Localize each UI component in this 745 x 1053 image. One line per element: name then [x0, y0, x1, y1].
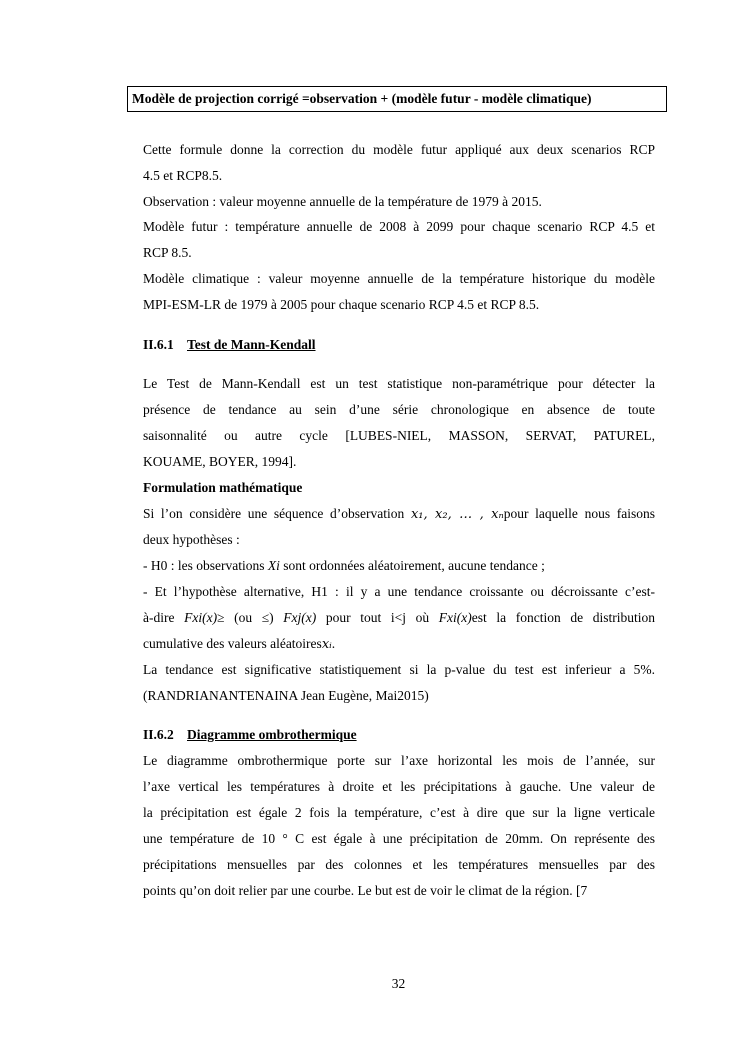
mk-line-12: (RANDRIANANTENAINA Jean Eugène, Mai2015) — [143, 688, 429, 703]
mk-line-9-i1: Fxi(x) — [184, 610, 218, 625]
ombro-line-1: Le diagramme ombrothermique porte sur l’axe horizontal les mois de l’année, sur — [143, 753, 655, 768]
mk-line-7-italic: Xi — [267, 558, 280, 573]
mk-line-6: deux hypothèses : — [143, 532, 240, 547]
mk-line-9-i2: Fxj(x) — [283, 610, 317, 625]
section-heading-mann-kendall — [143, 336, 316, 354]
math-sequence: x₁, x₂, … , xₙ — [410, 507, 504, 522]
mk-line-9-i3: Fxi(x) — [438, 610, 472, 625]
mk-line-8: - Et l’hypothèse alternative, H1 : il y a une tendance croissante ou décroissante c’est- — [143, 584, 655, 599]
ombro-line-2: l’axe vertical les températures à droite et les précipitations à gauche. Une valeur de — [143, 779, 655, 794]
page-number: 32 — [391, 976, 406, 991]
mk-line-3: saisonnalité ou autre cycle [LUBES-NIEL, MASSON, SERVAT, PATUREL, — [143, 428, 655, 443]
mk-line-9-b: ≥ (ou ≤) — [217, 610, 284, 625]
mk-line-9-a: à-dire — [143, 610, 185, 625]
section-heading-ombrothermique — [143, 726, 357, 744]
mk-line-9-c: pour tout i<j où — [316, 610, 439, 625]
mk-line-5-text: Si l’on considère une séquence d’observation — [143, 506, 411, 521]
mk-line-7-text: - H0 : les observations — [143, 558, 268, 573]
ombro-line-5: précipitations mensuelles par des colonnes et les températures mensuelles par des — [143, 857, 655, 872]
mk-line-5-end: pour laquelle nous faisons — [503, 506, 655, 521]
para1-line-4: Modèle futur : température annuelle de 2008 à 2099 pour chaque scenario RCP 4.5 et — [143, 219, 655, 234]
ombro-line-4: une température de 10 ° C est égale à une précipitation de 20mm. On représente des — [143, 831, 655, 846]
ombro-line-3: la précipitation est égale 2 fois la température, c’est à dire que sur la ligne verticale — [143, 805, 655, 820]
para1-line-3: Observation : valeur moyenne annuelle de la température de 1979 à 2015. — [143, 194, 542, 209]
para1-line-2: 4.5 et RCP8.5. — [143, 168, 223, 183]
mk-line-9 — [143, 609, 655, 627]
para1-line-5: RCP 8.5. — [143, 245, 192, 260]
formula-box — [127, 86, 667, 112]
math-xi: xᵢ — [321, 637, 332, 652]
section-title: Diagramme ombrothermique — [187, 727, 357, 742]
mk-line-1: Le Test de Mann-Kendall est un test statistique non-paramétrique pour détecter la — [143, 376, 655, 391]
mk-line-10-text: cumulative des valeurs aléatoires — [143, 636, 322, 651]
mk-line-4: KOUAME, BOYER, 1994]. — [143, 454, 297, 469]
ombro-line-6: points qu’on doit relier par une courbe. Le but est de voir le climat de la région. [7 — [143, 883, 588, 898]
mk-line-7-end: sont ordonnées aléatoirement, aucune tendance ; — [279, 558, 545, 573]
mk-line-9-d: est la fonction de distribution — [471, 610, 655, 625]
mk-line-11: La tendance est significative statistiquement si la p-value du test est inferieur a 5%. — [143, 662, 655, 677]
para1-line-1: Cette formule donne la correction du modèle futur appliqué aux deux scenarios RCP — [143, 142, 655, 157]
formula-text: Modèle de projection corrigé =observation + (modèle futur - modèle climatique) — [132, 91, 592, 106]
section-title: Test de Mann-Kendall — [187, 337, 316, 352]
subheading-formulation: Formulation mathématique — [143, 480, 303, 495]
section-number: II.6.2 — [143, 727, 174, 742]
mk-line-10-end: . — [331, 636, 336, 651]
para1-line-6: Modèle climatique : valeur moyenne annuelle de la température historique du modèle — [143, 271, 655, 286]
mk-line-2: présence de tendance au sein d’une série chronologique en absence de toute — [143, 402, 655, 417]
section-number: II.6.1 — [143, 337, 174, 352]
para1-line-7: MPI-ESM-LR de 1979 à 2005 pour chaque scenario RCP 4.5 et RCP 8.5. — [143, 297, 540, 312]
mk-line-10 — [143, 635, 335, 654]
mk-line-7 — [143, 557, 545, 575]
mk-line-5 — [143, 505, 655, 524]
